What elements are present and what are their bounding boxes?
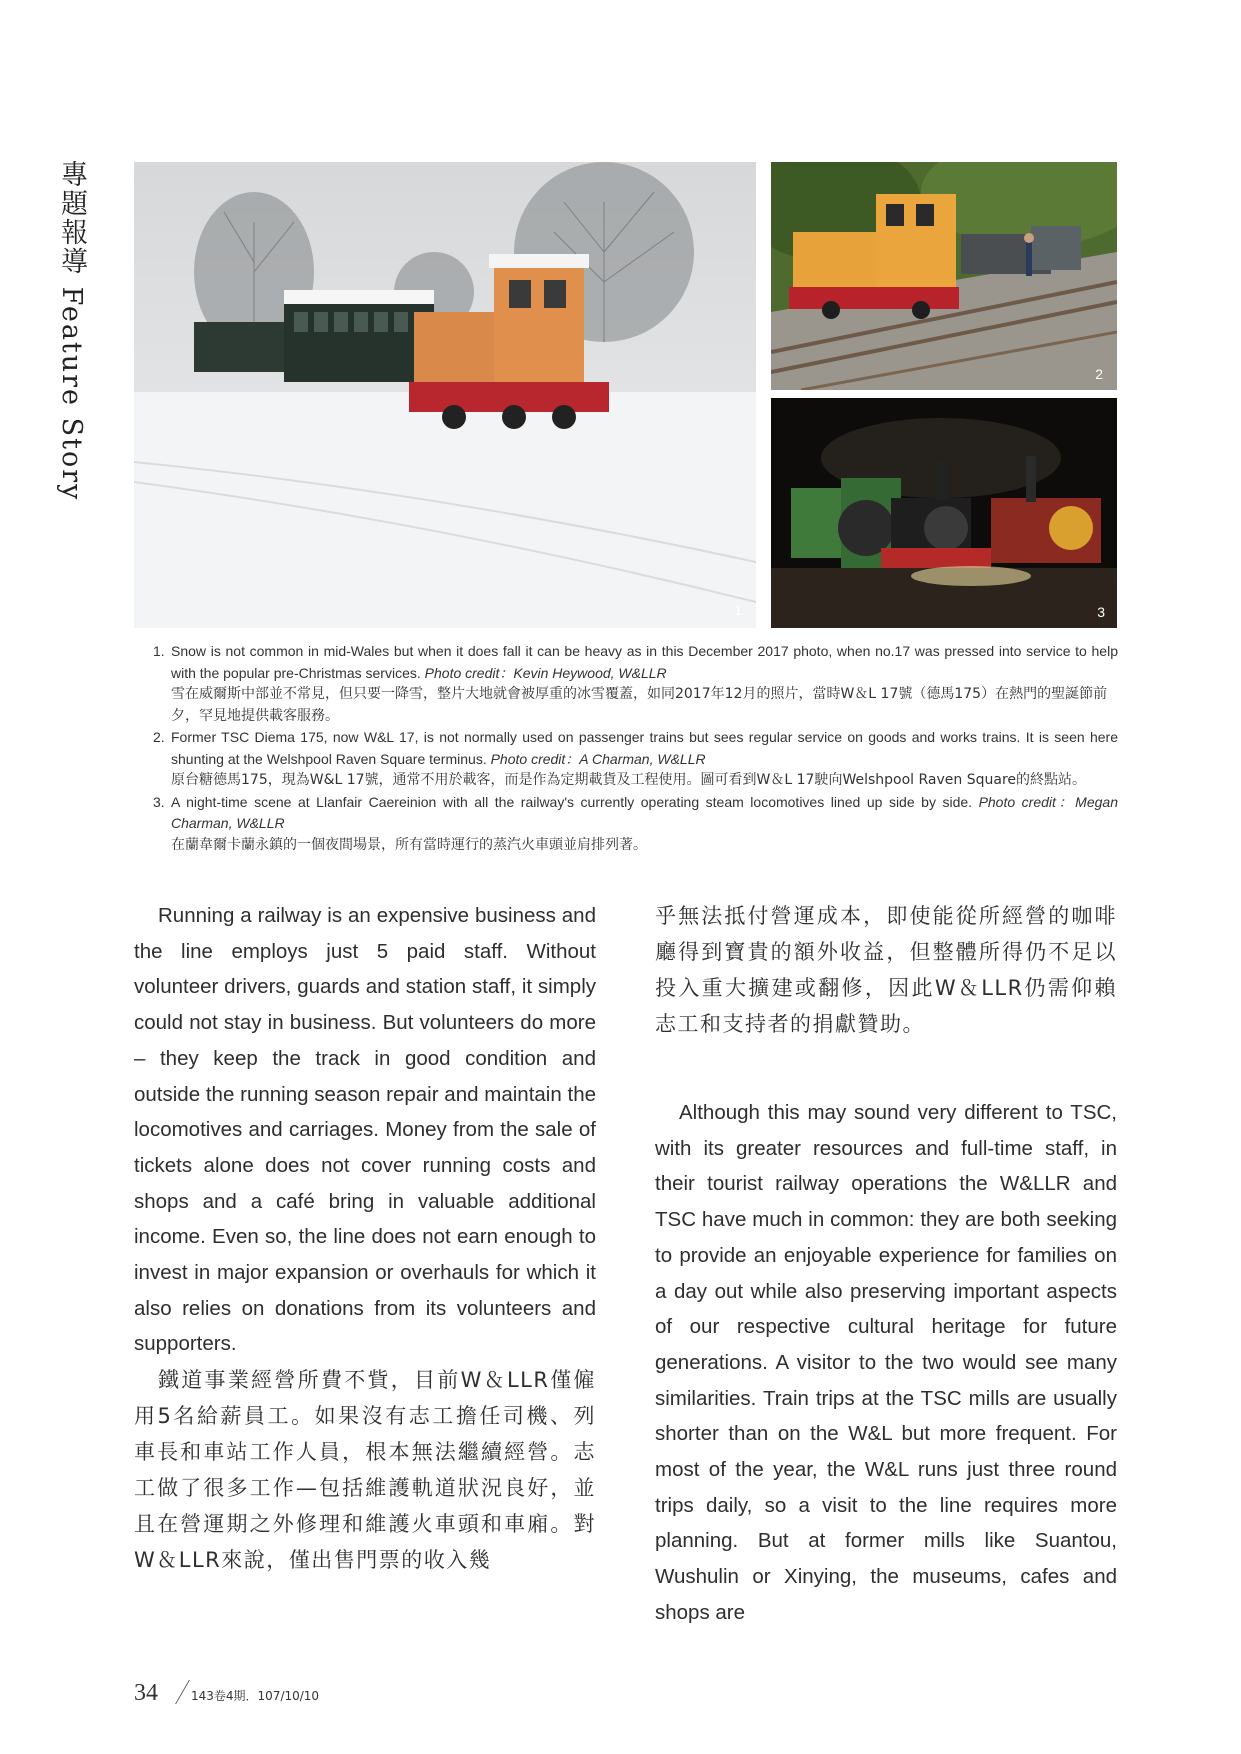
photo-number-1: 1 xyxy=(734,602,742,618)
caption-text: Former TSC Diema 175, now W&L 17, is not normally used on passenger trains but sees regular service on goods and works trains. It is seen here shunting at the Welshpool Raven Square terminus. xyxy=(171,729,1118,767)
caption-item xyxy=(154,792,1118,857)
paragraph-english: Although this may sound very different to TSC, with its greater resources and full-time staff, in their tourist railway operations the W&LLR and TSC have much in common: they are both seeking to provide an enjoyable experience for families on a day out while also preserving important aspects of our respective cultural heritage for future generations. A visitor to the two would see many similarities. Train trips at the TSC mills are usually shorter than on the W&L but more frequent. For most of the year, the W&L runs just three round trips daily, so a visit to the line requires more planning. But at former mills like Suantou, Wushulin or Xinying, the museums, cafes and shops are xyxy=(655,1101,1117,1624)
caption-item xyxy=(154,641,1118,727)
body-column-left xyxy=(134,898,596,1578)
photo-credit: Photo credit：Megan Charman, W&LLR xyxy=(171,793,1118,831)
section-label: 專題報導 Feature Story xyxy=(56,160,87,502)
snow-train-image xyxy=(134,162,756,628)
photo-diesel-loco xyxy=(771,162,1117,390)
caption-number: 2. xyxy=(153,729,165,745)
page-number: 34 xyxy=(134,1680,158,1706)
caption-english xyxy=(154,641,1118,684)
paragraph-chinese: 鐵道事業經營所費不貲，目前W＆LLR僅僱用5名給薪員工。如果沒有志工擔任司機、列車長和車站工作人員，根本無法繼續經營。志工做了很多工作—包括維護軌道狀況良好，並且在營運期之外修理和維護火車頭和車廂。對W＆LLR來說，僅出售門票的收入幾 xyxy=(134,1368,596,1573)
photo-snow-train xyxy=(134,162,756,628)
caption-english xyxy=(154,727,1118,770)
caption-text: Snow is not common in mid-Wales but when it does fall it can be heavy as in this December 2017 photo, when no.17 was pressed into service to help with the popular pre-Christmas services. xyxy=(171,643,1118,681)
caption-number: 1. xyxy=(153,643,165,659)
caption-item xyxy=(154,727,1118,792)
issue-info: 143卷4期．107/10/10 xyxy=(191,1689,320,1703)
paragraph-chinese: 乎無法抵付營運成本，即使能從所經營的咖啡廳得到寶貴的額外收益，但整體所得仍不足以投入重大擴建或翻修，因此W＆LLR仍需仰賴志工和支持者的捐獻贊助。 xyxy=(655,904,1117,1036)
night-steam-image xyxy=(771,398,1117,628)
caption-chinese: 雪在威爾斯中部並不常見，但只要一降雪，整片大地就會被厚重的冰雪覆蓋，如同2017年12月的照片，當時W＆L 17號（德馬175）在熱門的聖誕節前夕，罕見地提供載客服務。 xyxy=(171,686,1108,724)
paragraph-english: Running a railway is an expensive business and the line employs just 5 paid staff. Without volunteer drivers, guards and station staff, it simply could not stay in business. But volunteers do more – they keep the track in good condition and outside the running season repair and maintain the locomotives and carriages. Money from the sale of tickets alone does not cover running costs and shops and a café bring in valuable additional income. Even so, the line does not earn enough to invest in major expansion or overhauls for which it also relies on donations from its volunteers and supporters. xyxy=(134,904,596,1356)
body-column-right xyxy=(655,898,1117,1631)
caption-text: A night-time scene at Llanfair Caereinion with all the railway's currently operating steam locomotives lined up side by side. xyxy=(171,793,979,810)
photo-credit: Photo credit：Kevin Heywood, W&LLR xyxy=(424,664,667,681)
photo-captions xyxy=(154,641,1118,856)
photo-night-steam xyxy=(771,398,1117,628)
caption-number: 3. xyxy=(153,793,165,810)
photo-credit: Photo credit：A Charman, W&LLR xyxy=(490,750,706,767)
divider-slash xyxy=(161,1680,190,1704)
caption-english xyxy=(154,792,1118,835)
caption-chinese: 在蘭韋爾卡蘭永鎮的一個夜間場景，所有當時運行的蒸汽火車頭並肩排列著。 xyxy=(171,836,647,853)
diesel-loco-image xyxy=(771,162,1117,390)
page-footer xyxy=(134,1676,319,1707)
photo-number-3: 3 xyxy=(1097,604,1105,620)
photo-number-2: 2 xyxy=(1095,366,1103,382)
caption-chinese: 原台糖德馬175，現為W&L 17號，通常不用於載客，而是作為定期載貨及工程使用。圖可看到W＆L 17駛向Welshpool Raven Square的終點站。 xyxy=(171,772,1087,788)
